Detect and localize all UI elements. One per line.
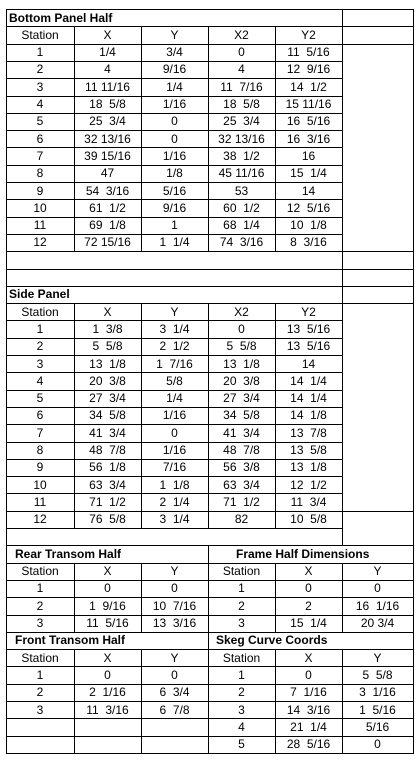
side-panel-cell: 13 5/16 [286, 339, 331, 354]
bottom-panel-cell: 15 1/4 [290, 166, 327, 181]
bottom-panel-cell: 69 1/8 [89, 218, 126, 233]
rear-transom-cell: 0 [104, 581, 111, 596]
side-panel-cell: 12 1/2 [290, 477, 327, 492]
rear-transom-cell: 2 [36, 598, 44, 613]
side-panel-cell: 34 5/8 [223, 408, 260, 423]
bottom-panel-cell: 2 [36, 62, 44, 77]
skeg-curve-cell: 21 1/4 [290, 719, 327, 734]
bottom-panel-cell: 0 [171, 131, 178, 146]
side-panel-cell: 5 5/8 [92, 339, 123, 354]
rear-transom-header: Station [21, 564, 59, 579]
side-panel-cell: 0 [238, 321, 245, 336]
bottom-panel-cell: 14 [301, 183, 316, 198]
side-panel-cell: 8 [36, 443, 44, 457]
frame-half-cell: 2 [305, 598, 312, 613]
skeg-curve-cell: 14 3/16 [286, 702, 331, 717]
side-panel-cell: 11 3/4 [290, 494, 327, 509]
skeg-curve-header: X [304, 650, 313, 665]
bottom-panel-cell: 0 [238, 45, 245, 60]
skeg-curve-cell: 0 [374, 737, 381, 752]
bottom-panel-cell: 12 [33, 235, 47, 250]
bottom-panel-cell: 8 3/16 [290, 235, 327, 250]
rear-transom-cell: 3 [36, 616, 44, 630]
rear-transom-cell: 10 7/16 [152, 598, 197, 613]
side-panel-cell: 11 [33, 494, 47, 509]
frame-half-cell: 0 [374, 581, 381, 596]
bottom-panel-cell: 5/16 [162, 183, 187, 198]
bottom-panel-cell: 11 5/16 [287, 45, 330, 60]
front-transom-cell: 0 [171, 667, 178, 682]
side-panel-cell: 1 1/8 [159, 477, 190, 492]
side-panel-cell: 41 3/4 [89, 425, 126, 440]
bottom-panel-cell: 1 [171, 218, 178, 233]
side-panel-cell: 4 [36, 373, 44, 388]
side-panel-cell: 3 [36, 356, 44, 371]
rear-transom-header: X [103, 564, 112, 579]
bottom-panel-header: Y [170, 27, 179, 42]
frame-half-header: Y [373, 564, 382, 579]
side-panel-cell: 20 3/8 [89, 373, 126, 388]
side-panel-cell: 3 1/4 [159, 321, 190, 336]
front-transom-cell: 3 [36, 702, 44, 717]
front-transom-cell: 6 3/4 [159, 685, 190, 700]
skeg-curve-cell: 3 [238, 702, 245, 717]
bottom-panel-cell: 68 1/4 [223, 218, 260, 233]
bottom-panel-cell: 25 3/4 [223, 114, 260, 129]
side-panel-cell: 20 3/8 [223, 373, 260, 388]
front-transom-cell: 2 1/16 [89, 685, 126, 700]
skeg-curve-title: Skeg Curve Coords [216, 633, 328, 648]
side-panel-cell: 76 5/8 [89, 512, 126, 527]
frame-half-header: X [304, 564, 313, 579]
side-panel-cell: 14 1/4 [290, 391, 327, 406]
rear-transom-cell: 1 9/16 [89, 598, 126, 613]
side-panel-cell: 71 1/2 [89, 494, 126, 509]
side-panel-title: Side Panel [9, 287, 70, 302]
front-transom-cell: 2 [36, 685, 44, 700]
bottom-panel-cell: 9/16 [162, 200, 187, 215]
bottom-panel-cell: 11 11/16 [85, 79, 130, 94]
side-panel-cell: 1 [36, 321, 44, 336]
bottom-panel-title: Bottom Panel Half [9, 10, 113, 25]
side-panel-cell: 41 3/4 [223, 425, 260, 440]
bottom-panel-cell: 16 3/16 [286, 131, 331, 146]
side-panel-cell: 48 7/8 [223, 443, 260, 457]
frame-half-cell: 16 1/16 [355, 598, 400, 613]
side-panel-cell: 10 5/8 [290, 512, 327, 527]
bottom-panel-cell: 16 [301, 148, 316, 163]
bottom-panel-cell: 53 [234, 183, 249, 198]
side-panel-cell: 63 3/4 [89, 477, 126, 492]
bottom-panel-cell: 6 [36, 131, 44, 146]
side-panel-cell: 5 [36, 391, 44, 406]
bottom-panel-cell: 1 1/4 [159, 235, 190, 250]
side-panel-cell: 1/4 [166, 391, 183, 406]
skeg-curve-cell: 7 1/16 [290, 685, 327, 700]
grid-line [342, 9, 343, 546]
skeg-curve-cell: 28 5/16 [286, 737, 331, 752]
side-panel-cell: 0 [171, 425, 178, 440]
side-panel-cell: 1 3/8 [92, 321, 123, 336]
side-panel-cell: 82 [234, 512, 249, 527]
bottom-panel-cell: 5 [36, 114, 44, 129]
front-transom-title: Front Transom Half [15, 633, 126, 648]
rear-transom-title: Rear Transom Half [15, 546, 122, 561]
side-panel-cell: 1/16 [162, 443, 187, 457]
side-panel-cell: 10 [33, 477, 47, 492]
bottom-panel-cell: 18 5/8 [89, 97, 126, 111]
side-panel-cell: 13 1/8 [89, 356, 126, 371]
frame-half-cell: 15 1/4 [290, 616, 327, 630]
grid-line [6, 269, 414, 270]
bottom-panel-cell: 32 13/16 [218, 131, 265, 146]
side-panel-cell: 14 1/4 [290, 373, 327, 388]
bottom-panel-cell: 3 [36, 79, 44, 94]
side-panel-cell: 2 [36, 339, 44, 354]
bottom-panel-cell: 16 5/16 [286, 114, 331, 129]
skeg-curve-cell: 5 5/8 [362, 667, 393, 682]
side-panel-cell: 13 1/8 [290, 460, 327, 475]
skeg-curve-cell: 1 5/16 [359, 702, 396, 717]
bottom-panel-cell: 25 3/4 [89, 114, 126, 129]
side-panel-header: Y2 [301, 304, 316, 319]
bottom-panel-cell: 12 5/16 [286, 200, 331, 215]
side-panel-cell: 13 7/8 [290, 425, 327, 440]
side-panel-cell: 12 [33, 512, 47, 527]
bottom-panel-header: Y2 [301, 27, 316, 42]
frame-half-cell: 1 [238, 581, 245, 596]
front-transom-cell: 6 7/8 [159, 702, 190, 717]
frame-half-cell: 0 [305, 581, 312, 596]
front-transom-header: Station [21, 650, 59, 665]
frame-half-cell: 20 3/4 [360, 616, 395, 630]
skeg-curve-cell: 5/16 [365, 719, 390, 734]
side-panel-cell: 7 [36, 425, 44, 440]
side-panel-header: X [103, 304, 112, 319]
bottom-panel-cell: 60 1/2 [223, 200, 260, 215]
skeg-curve-cell: 0 [305, 667, 312, 682]
bottom-panel-cell: 47 [100, 166, 115, 181]
skeg-curve-cell: 5 [238, 737, 245, 752]
rear-transom-cell: 13 3/16 [152, 616, 197, 630]
bottom-panel-cell: 3/4 [166, 45, 183, 60]
bottom-panel-cell: 54 3/16 [85, 183, 130, 198]
bottom-panel-cell: 1/16 [162, 97, 187, 111]
bottom-panel-cell: 61 1/2 [89, 200, 126, 215]
bottom-panel-cell: 7 [36, 148, 44, 163]
bottom-panel-cell: 45 11/16 [218, 166, 265, 181]
bottom-panel-cell: 4 [36, 97, 44, 111]
side-panel-cell: 2 1/4 [159, 494, 190, 509]
side-panel-cell: 63 3/4 [223, 477, 260, 492]
side-panel-cell: 71 1/2 [223, 494, 260, 509]
side-panel-cell: 13 5/8 [290, 443, 327, 457]
side-panel-cell: 34 5/8 [89, 408, 126, 423]
side-panel-cell: 56 1/8 [89, 460, 126, 475]
skeg-curve-header: Y [373, 650, 382, 665]
side-panel-cell: 14 1/8 [290, 408, 327, 423]
front-transom-header: X [103, 650, 112, 665]
bottom-panel-header: X [103, 27, 112, 42]
side-panel-cell: 1/16 [162, 408, 187, 423]
side-panel-cell: 14 [301, 356, 316, 371]
side-panel-cell: 3 1/4 [159, 512, 190, 527]
bottom-panel-cell: 11 [33, 218, 47, 233]
side-panel-header: Station [21, 304, 59, 319]
bottom-panel-cell: 0 [171, 114, 178, 129]
front-transom-cell: 1 [36, 667, 44, 682]
bottom-panel-cell: 14 1/2 [290, 79, 327, 94]
bottom-panel-cell: 1/4 [166, 79, 183, 94]
rear-transom-cell: 1 [36, 581, 44, 596]
side-panel-cell: 9 [36, 460, 44, 475]
side-panel-cell: 5 5/8 [226, 339, 257, 354]
side-panel-cell: 7/16 [162, 460, 187, 475]
frame-half-title: Frame Half Dimensions [236, 546, 370, 561]
bottom-panel-cell: 10 1/8 [290, 218, 327, 233]
front-transom-cell: 0 [104, 667, 111, 682]
bottom-panel-cell: 11 7/16 [220, 79, 263, 94]
bottom-panel-cell: 12 9/16 [286, 62, 331, 77]
side-panel-cell: 27 3/4 [223, 391, 260, 406]
front-transom-cell: 11 3/16 [86, 702, 129, 717]
bottom-panel-cell: 9 [36, 183, 44, 198]
side-panel-header: Y [170, 304, 179, 319]
bottom-panel-cell: 4 [238, 62, 245, 77]
side-panel-cell: 5/8 [166, 373, 183, 388]
frame-half-cell: 2 [238, 598, 245, 613]
frame-half-cell: 3 [238, 616, 245, 630]
bottom-panel-cell: 4 [104, 62, 111, 77]
bottom-panel-cell: 74 3/16 [219, 235, 264, 250]
skeg-curve-header: Station [222, 650, 261, 665]
side-panel-header: X2 [234, 304, 249, 319]
bottom-panel-cell: 32 13/16 [84, 131, 131, 146]
bottom-panel-cell: 1/16 [162, 148, 187, 163]
bottom-panel-header: Station [21, 27, 59, 42]
grid-line [413, 9, 414, 754]
side-panel-cell: 1 7/16 [156, 356, 193, 371]
bottom-panel-cell: 38 1/2 [223, 148, 260, 163]
skeg-curve-cell: 1 [238, 667, 245, 682]
bottom-panel-cell: 1/4 [99, 45, 116, 60]
rear-transom-cell: 0 [171, 581, 178, 596]
bottom-panel-cell: 18 5/8 [223, 97, 260, 111]
side-panel-cell: 2 1/2 [159, 339, 190, 354]
bottom-panel-cell: 1 [36, 45, 44, 60]
bottom-panel-cell: 10 [33, 200, 47, 215]
bottom-panel-cell: 72 15/16 [84, 235, 131, 250]
side-panel-cell: 13 5/16 [286, 321, 331, 336]
side-panel-cell: 56 3/8 [223, 460, 260, 475]
side-panel-cell: 6 [36, 408, 44, 423]
bottom-panel-cell: 39 15/16 [84, 148, 131, 163]
skeg-curve-cell: 3 1/16 [359, 685, 396, 700]
front-transom-header: Y [170, 650, 179, 665]
bottom-panel-cell: 1/8 [166, 166, 183, 181]
bottom-panel-header: X2 [234, 27, 249, 42]
bottom-panel-cell: 9/16 [162, 62, 187, 77]
side-panel-cell: 48 7/8 [89, 443, 126, 457]
side-panel-cell: 27 3/4 [89, 391, 126, 406]
bottom-panel-cell: 15 11/16 [285, 97, 332, 111]
side-panel-cell: 13 1/8 [223, 356, 260, 371]
skeg-curve-cell: 2 [238, 685, 245, 700]
bottom-panel-cell: 8 [36, 166, 44, 181]
rear-transom-cell: 11 5/16 [86, 616, 129, 630]
skeg-curve-cell: 4 [238, 719, 245, 734]
frame-half-header: Station [222, 564, 261, 579]
rear-transom-header: Y [170, 564, 179, 579]
